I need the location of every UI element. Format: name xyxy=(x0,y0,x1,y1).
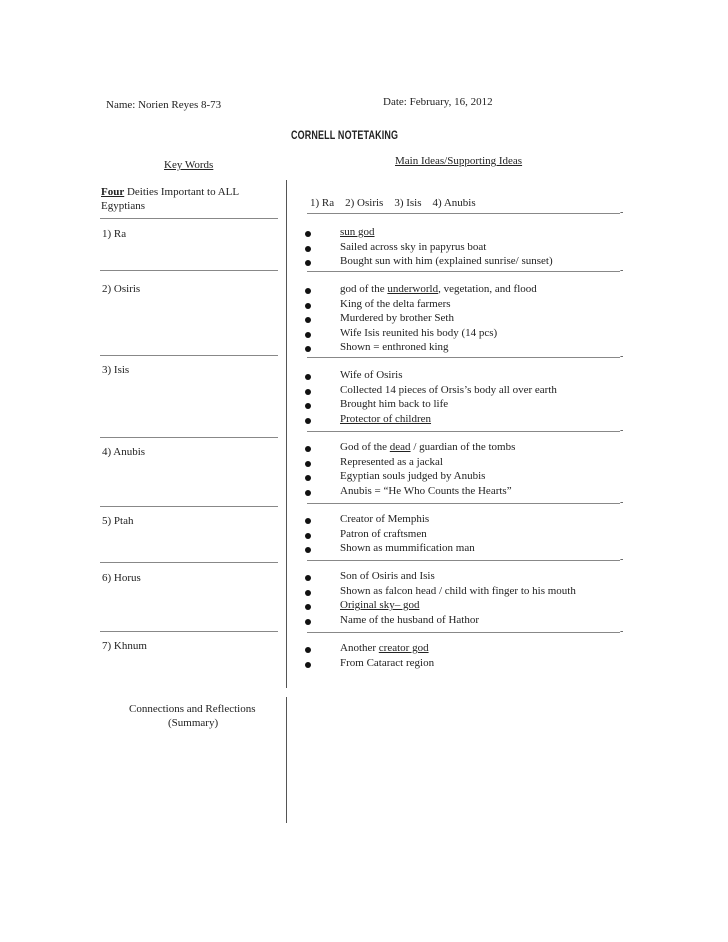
section-separator-right xyxy=(307,560,620,561)
bullet-icon xyxy=(305,446,311,452)
note-item-text: Brought him back to life xyxy=(340,398,449,410)
note-item-text: Patron of craftsmen xyxy=(340,527,427,540)
main-ideas-heading: Main Ideas/Supporting Ideas xyxy=(395,155,523,167)
separator-end-mark: - xyxy=(620,207,624,218)
section-separator-left xyxy=(100,218,278,219)
note-item xyxy=(340,255,553,267)
bullet-icon xyxy=(305,490,311,496)
note-item-text: Son of Osiris and Isis xyxy=(340,570,435,582)
section-separator-left xyxy=(100,437,278,438)
note-item xyxy=(340,470,485,482)
key-word: 5) Ptah xyxy=(102,515,134,527)
separator-end-mark: - xyxy=(620,351,624,362)
note-item xyxy=(340,341,449,353)
bullet-icon xyxy=(305,647,311,653)
bullet-icon xyxy=(305,547,311,553)
note-item-text: Collected 14 pieces of Orsis’s body all over earth xyxy=(340,383,557,396)
section-separator-right xyxy=(307,431,620,432)
note-item xyxy=(340,413,431,425)
bullet-icon xyxy=(305,518,311,524)
section-separator-left xyxy=(100,270,278,271)
key-word: 1) Ra xyxy=(102,228,127,240)
note-item-text: From Cataract region xyxy=(340,656,435,669)
separator-end-mark: - xyxy=(620,497,624,508)
note-item-text: god of the xyxy=(340,283,388,295)
intro-key-line2: Egyptians xyxy=(101,200,145,212)
note-item-text: Murdered by brother Seth xyxy=(340,312,454,324)
note-item xyxy=(340,398,448,410)
note-item xyxy=(340,441,515,453)
bullet-icon xyxy=(305,246,311,252)
key-word: 6) Horus xyxy=(102,572,141,584)
note-item-text: Original sky– god xyxy=(340,599,420,611)
bullet-icon xyxy=(305,231,311,237)
key-word: 7) Khnum xyxy=(102,640,147,652)
bullet-icon xyxy=(305,590,311,596)
key-word: 2) Osiris xyxy=(102,283,141,295)
note-item-text: Sailed across sky in papyrus boat xyxy=(340,240,487,253)
intro-key-rest: Deities Important to ALL xyxy=(124,186,240,198)
note-item-text: Bought sun with him (explained sunrise/ sunset) xyxy=(340,255,553,267)
section-separator-right xyxy=(307,271,620,272)
bullet-icon xyxy=(305,374,311,380)
bullet-icon xyxy=(305,662,311,668)
student-name: Name: Norien Reyes 8-73 xyxy=(106,99,222,111)
note-item xyxy=(340,485,512,497)
note-item-text: sun god xyxy=(340,226,375,238)
bullet-icon xyxy=(305,475,311,481)
note-item xyxy=(340,369,403,381)
bullet-icon xyxy=(305,619,311,625)
note-item-text: Wife Isis reunited his body (14 pcs) xyxy=(340,326,498,339)
summary-divider xyxy=(286,697,287,823)
note-item-text: Shown as falcon head / child with finger to his mouth xyxy=(340,584,576,597)
section-separator-left xyxy=(100,631,278,632)
note-item xyxy=(340,614,479,626)
note-item xyxy=(340,384,557,396)
note-item xyxy=(340,312,454,324)
section-separator-left xyxy=(100,506,278,507)
note-item xyxy=(340,298,451,310)
bullet-icon xyxy=(305,461,311,467)
bullet-icon xyxy=(305,403,311,409)
note-item xyxy=(340,283,537,295)
section-separator-left xyxy=(100,355,278,356)
bullet-icon xyxy=(305,389,311,395)
note-item-text: Name of the husband of Hathor xyxy=(340,613,479,626)
bullet-icon xyxy=(305,332,311,338)
note-item-text: Protector of children xyxy=(340,412,432,425)
section-separator-right xyxy=(307,503,620,504)
note-item-text: Egyptian souls judged by Anubis xyxy=(340,470,486,482)
note-item xyxy=(340,528,427,540)
intro-key-bold: Four xyxy=(101,186,125,198)
bullet-icon xyxy=(305,303,311,309)
section-separator-right xyxy=(307,213,620,214)
key-words-heading: Key Words xyxy=(164,159,214,171)
bullet-icon xyxy=(305,317,311,323)
note-item xyxy=(340,456,443,468)
note-item-text: Wife of Osiris xyxy=(340,369,403,381)
bullet-icon xyxy=(305,260,311,266)
note-item xyxy=(340,226,375,238)
bullet-icon xyxy=(305,346,311,352)
note-item-text: God of the xyxy=(340,441,390,453)
note-item xyxy=(340,657,434,669)
note-item xyxy=(340,570,435,582)
separator-end-mark: - xyxy=(620,425,624,436)
note-item-text: dead xyxy=(389,441,411,453)
section-separator-right xyxy=(307,357,620,358)
separator-end-mark: - xyxy=(620,626,624,637)
section-separator-right xyxy=(307,632,620,633)
note-item xyxy=(340,327,497,339)
note-item-text: creator god xyxy=(378,642,429,654)
column-divider xyxy=(286,180,287,688)
note-item xyxy=(340,642,429,654)
intro-key-line1 xyxy=(101,186,239,198)
note-item xyxy=(340,542,475,554)
section-separator-left xyxy=(100,562,278,563)
page-title: CORNELL NOTETAKING xyxy=(291,130,399,142)
note-item xyxy=(340,513,429,525)
note-item-text: Shown = enthroned king xyxy=(340,341,449,353)
note-item-text: Shown as mummification man xyxy=(340,542,475,554)
note-item xyxy=(340,585,576,597)
bullet-icon xyxy=(305,418,311,424)
bullet-icon xyxy=(305,575,311,581)
note-item-text: Anubis = “He Who Counts the Hearts” xyxy=(340,484,512,497)
bullet-icon xyxy=(305,288,311,294)
key-word: 4) Anubis xyxy=(102,446,146,458)
note-item-text: / guardian of the tombs xyxy=(410,441,516,453)
bullet-icon xyxy=(305,604,311,610)
date: Date: February, 16, 2012 xyxy=(383,96,493,108)
note-item-text: , vegetation, and flood xyxy=(438,283,537,295)
separator-end-mark: - xyxy=(620,554,624,565)
note-item xyxy=(340,241,486,253)
summary-subheading: (Summary) xyxy=(168,717,219,729)
bullet-icon xyxy=(305,533,311,539)
separator-end-mark: - xyxy=(620,265,624,276)
note-item-text: Creator of Memphis xyxy=(340,513,430,525)
note-item-text: King of the delta farmers xyxy=(340,297,451,310)
intro-deity-list: 1) Ra 2) Osiris 3) Isis 4) Anubis xyxy=(310,197,476,209)
note-item-text: Another xyxy=(340,642,379,654)
note-item-text: Represented as a jackal xyxy=(340,455,443,468)
note-item-text: underworld xyxy=(387,283,439,295)
key-word: 3) Isis xyxy=(102,364,130,376)
note-item xyxy=(340,599,419,611)
summary-heading: Connections and Reflections xyxy=(129,703,256,715)
